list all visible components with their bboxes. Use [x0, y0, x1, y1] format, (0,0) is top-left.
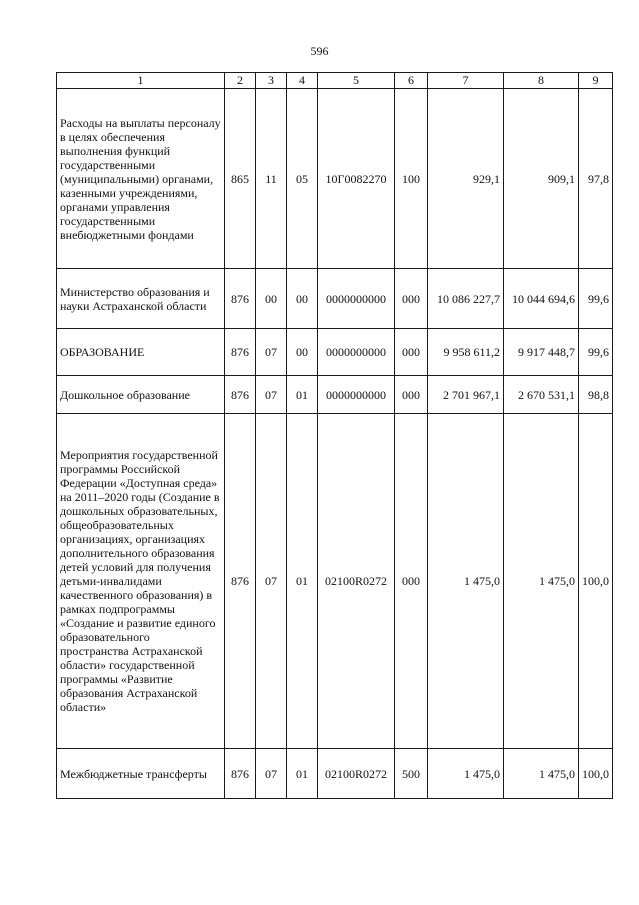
row-planned: 1 475,0: [428, 749, 504, 799]
row-vr: 500: [395, 749, 428, 799]
row-ved: 876: [225, 329, 256, 376]
row-name: ОБРАЗОВАНИЕ: [57, 329, 225, 376]
row-ved: 876: [225, 749, 256, 799]
row-csr: 0000000000: [318, 329, 395, 376]
row-name: Межбюджетные трансферты: [57, 749, 225, 799]
row-rz: 07: [256, 414, 287, 749]
row-pr: 00: [287, 329, 318, 376]
row-name: Министерство образования и науки Астраханской области: [57, 269, 225, 329]
header-cell: 5: [318, 73, 395, 89]
row-name: Расходы на выплаты персоналу в целях обеспечения выполнения функций государственными (муниципальными) органами, казенными учреждениями, органами управления государственными внебюджетными фондами: [57, 89, 225, 269]
row-csr: 0000000000: [318, 376, 395, 414]
row-planned: 10 086 227,7: [428, 269, 504, 329]
header-cell: 6: [395, 73, 428, 89]
table-row: [57, 749, 613, 799]
row-percent: 99,6: [579, 329, 613, 376]
row-pr: 05: [287, 89, 318, 269]
row-percent: 98,8: [579, 376, 613, 414]
row-pr: 01: [287, 749, 318, 799]
table-row: [57, 329, 613, 376]
row-actual: 1 475,0: [504, 749, 579, 799]
row-csr: 02100R0272: [318, 414, 395, 749]
header-cell: 3: [256, 73, 287, 89]
table-row: [57, 89, 613, 269]
row-vr: 100: [395, 89, 428, 269]
row-name: Мероприятия государственной программы Российской Федерации «Доступная среда» на 2011–2020 годы (Создание в дошкольных образовательных, общеобразовательных организациях, организациях дополнительного образования детей условий для получения детьми-инвалидами качественного образования) в рамках подпрограммы «Создание и развитие единого образовательного пространства Астраханской области» государственной программы «Развитие образования Астраханской области»: [57, 414, 225, 749]
header-cell: 2: [225, 73, 256, 89]
row-name: Дошкольное образование: [57, 376, 225, 414]
row-percent: 100,0: [579, 414, 613, 749]
row-csr: 02100R0272: [318, 749, 395, 799]
row-rz: 07: [256, 329, 287, 376]
row-percent: 100,0: [579, 749, 613, 799]
row-vr: 000: [395, 269, 428, 329]
row-ved: 876: [225, 414, 256, 749]
row-ved: 876: [225, 376, 256, 414]
row-actual: 1 475,0: [504, 414, 579, 749]
row-pr: 01: [287, 414, 318, 749]
row-vr: 000: [395, 329, 428, 376]
row-actual: 2 670 531,1: [504, 376, 579, 414]
row-csr: 0000000000: [318, 269, 395, 329]
row-ved: 865: [225, 89, 256, 269]
row-planned: 929,1: [428, 89, 504, 269]
row-rz: 11: [256, 89, 287, 269]
table-row: [57, 376, 613, 414]
page-number: 596: [310, 44, 329, 58]
row-planned: 9 958 611,2: [428, 329, 504, 376]
header-row: [57, 73, 613, 89]
row-actual: 10 044 694,6: [504, 269, 579, 329]
row-csr: 10Г0082270: [318, 89, 395, 269]
row-pr: 00: [287, 269, 318, 329]
header-cell: 7: [428, 73, 504, 89]
row-vr: 000: [395, 376, 428, 414]
row-percent: 97,8: [579, 89, 613, 269]
table-row: [57, 269, 613, 329]
row-planned: 2 701 967,1: [428, 376, 504, 414]
header-cell: 9: [579, 73, 613, 89]
budget-table: [56, 72, 613, 799]
row-rz: 07: [256, 376, 287, 414]
row-pr: 01: [287, 376, 318, 414]
header-cell: 4: [287, 73, 318, 89]
row-actual: 9 917 448,7: [504, 329, 579, 376]
row-vr: 000: [395, 414, 428, 749]
table-row: [57, 414, 613, 749]
row-rz: 07: [256, 749, 287, 799]
header-cell: 1: [57, 73, 225, 89]
row-percent: 99,6: [579, 269, 613, 329]
row-rz: 00: [256, 269, 287, 329]
header-cell: 8: [504, 73, 579, 89]
row-actual: 909,1: [504, 89, 579, 269]
row-planned: 1 475,0: [428, 414, 504, 749]
row-ved: 876: [225, 269, 256, 329]
